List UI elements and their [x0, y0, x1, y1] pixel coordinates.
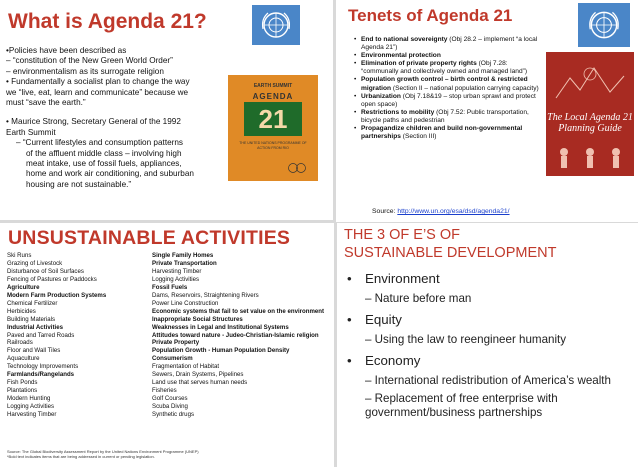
- activity-item: Scuba Diving: [152, 403, 188, 411]
- slide-unsustainable-activities: [0, 223, 334, 467]
- activities-column-left: [7, 252, 106, 419]
- activity-item: Logging Activities: [7, 403, 55, 411]
- source-link[interactable]: http://www.un.org/esa/dsd/agenda21/: [397, 208, 510, 215]
- activity-item: Paved and Tarred Roads: [7, 331, 75, 339]
- body-line: we “live, eat, learn and communicate” because we: [6, 87, 189, 97]
- activity-item: Synthetic drugs: [152, 411, 195, 419]
- cover-figures-icon: [552, 144, 628, 172]
- activity-item: Herbicides: [7, 307, 36, 315]
- body-line: • Maurice Strong, Secretary General of the 1992: [6, 117, 181, 127]
- list-item-environment: • Environment: [345, 271, 635, 292]
- slide3-footnote: Source: The Global Biodiversity Assessment Report by the United Nations Environment Programme (UNEP) *Bold text indicates items that are being addressed in current or pending legislation.: [7, 449, 199, 459]
- activity-item: Harvesting Timber: [152, 267, 202, 275]
- activity-item: Harvesting Timber: [7, 411, 57, 419]
- activity-item: Economic systems that fail to set value on the environment: [152, 307, 325, 315]
- slide1-title: What is Agenda 21?: [8, 10, 207, 33]
- activity-item: Population Growth - Human Population Density: [152, 347, 290, 355]
- activity-item: Building Materials: [7, 315, 56, 323]
- slide4-title: THE 3 OF E’S OF SUSTAINABLE DEVELOPMENT: [344, 227, 557, 261]
- sub-item: – Using the law to reengineer humanity: [365, 333, 567, 346]
- body-line: housing are not sustainable.”: [26, 179, 132, 189]
- slide-tenets-of-agenda21: [336, 0, 638, 222]
- list-item-equity: • Equity: [345, 312, 635, 333]
- list-item: • End to national sovereignty (Obj 28.2 – implement “a local Agenda 21”): [354, 36, 544, 52]
- slide1-body: [6, 46, 238, 190]
- activity-item: Consumerism: [152, 355, 193, 363]
- list-item: • Urbanization (Obj 7.18&19 – stop urban sprawl and protect open space): [354, 93, 544, 109]
- body-spacer: [6, 108, 238, 117]
- activity-item: Private Property: [152, 339, 200, 347]
- local-agenda21-planning-guide-cover: [546, 52, 634, 176]
- sub-item: – International redistribution of America’s wealth: [365, 374, 611, 387]
- un-emblem-icon: [252, 5, 300, 45]
- activities-column-right: [152, 252, 324, 419]
- tenets-list: [354, 36, 544, 141]
- activity-item: Modern Hunting: [7, 395, 51, 403]
- book-number: 21: [244, 102, 302, 136]
- activity-item: Land use that serves human needs: [152, 379, 248, 387]
- activity-item: Sewers, Drain Systems, Pipelines: [152, 371, 244, 379]
- activity-item: Agriculture: [7, 283, 40, 291]
- activity-item: Grazing of Livestock: [7, 259, 63, 267]
- list-item: • Population growth control – birth control & restricted migration (Section II – national population carrying capacity): [354, 76, 544, 92]
- activity-item: Farmlands/Rangelands: [7, 371, 75, 379]
- activity-item: Plantations: [7, 387, 38, 395]
- activity-item: Modern Farm Production Systems: [7, 291, 107, 299]
- body-line: Earth Summit: [6, 127, 56, 137]
- body-line: of the affluent middle class – involving high: [26, 148, 182, 158]
- activity-item: Chemical Fertilizer: [7, 299, 58, 307]
- activity-item: Fragmentation of Habitat: [152, 363, 220, 371]
- body-line: home and work air conditioning, and suburban: [26, 169, 194, 179]
- activity-item: Technology Improvements: [7, 363, 79, 371]
- book-name: AGENDA: [252, 92, 294, 101]
- list-item: • Restrictions to mobility (Obj 7.52: Public transportation, bicycle paths and pedestrian: [354, 109, 544, 125]
- body-line: must “save the earth.”: [6, 98, 86, 108]
- list-item: • Elimination of private property rights (Obj 7.28: “communally and collectively owned and managed land”): [354, 60, 544, 76]
- list-item: • Propagandize children and build non-governmental partnerships (Section III): [354, 125, 544, 141]
- body-line: – “constitution of the New Green World Order”: [6, 56, 173, 66]
- activity-item: Aquaculture: [7, 355, 40, 363]
- book-header: EARTH SUMMIT: [253, 83, 293, 89]
- slide2-title: Tenets of Agenda 21: [348, 6, 513, 25]
- activity-item: Weaknesses in Legal and Institutional Systems: [152, 323, 289, 331]
- sub-item: – Replacement of free enterprise with government/business partnerships: [365, 392, 558, 419]
- activity-item: Railroads: [7, 339, 33, 347]
- body-line: •Policies have been described as: [6, 46, 127, 55]
- activity-item: Disturbance of Soil Surfaces: [7, 267, 84, 275]
- un-small-emblem-icon: [288, 161, 306, 175]
- activity-item: Floor and Wall Tiles: [7, 347, 61, 355]
- list-item-economy: • Economy: [345, 353, 635, 374]
- un-emblem-icon: [578, 3, 630, 47]
- activity-item: Fossil Fuels: [152, 283, 188, 291]
- list-item: • Environmental protection: [354, 52, 544, 60]
- body-line: • Fundamentally a socialist plan to change the way: [6, 77, 190, 87]
- activity-item: Fisheries: [152, 387, 177, 395]
- book-subtitle: THE UNITED NATIONS PROGRAMME OF ACTION FROM RIO: [239, 141, 307, 150]
- earth-summit-book-cover: [228, 75, 318, 181]
- activity-item: Industrial Activities: [7, 323, 63, 331]
- activity-item: Attitudes toward nature - Judeo-Christian-Islamic religion: [152, 331, 319, 339]
- activity-item: Private Transportation: [152, 259, 217, 267]
- activity-item: Logging Activities: [152, 275, 200, 283]
- slide3-title: UNSUSTAINABLE ACTIVITIES: [8, 227, 291, 249]
- slide-three-es: [337, 223, 638, 467]
- activity-item: Fencing of Pastures or Paddocks: [7, 275, 97, 283]
- body-line: – environmentalism as its surrogate religion: [6, 66, 164, 76]
- activity-item: Single Family Homes: [152, 252, 214, 259]
- slide-what-is-agenda21: [0, 0, 333, 220]
- three-es-list: [345, 271, 635, 426]
- activity-item: Fish Ponds: [7, 379, 38, 387]
- book-title: The Local Agenda 21 Planning Guide: [547, 112, 633, 134]
- cover-illustration-icon: [550, 58, 630, 108]
- activity-item: Inappropriate Social Structures: [152, 315, 243, 323]
- activity-item: Power Line Construction: [152, 299, 219, 307]
- sub-item: – Nature before man: [365, 292, 472, 305]
- body-line: meat intake, use of fossil fuels, appliances,: [26, 159, 182, 169]
- source-line: Source: http://www.un.org/esa/dsd/agenda21/: [372, 208, 510, 215]
- activity-item: Dams, Reservoirs, Straightening Rivers: [152, 291, 259, 299]
- activity-item: Golf Courses: [152, 395, 188, 403]
- activity-item: Ski Runs: [7, 252, 32, 259]
- body-line: – “Current lifestyles and consumption patterns: [16, 138, 184, 148]
